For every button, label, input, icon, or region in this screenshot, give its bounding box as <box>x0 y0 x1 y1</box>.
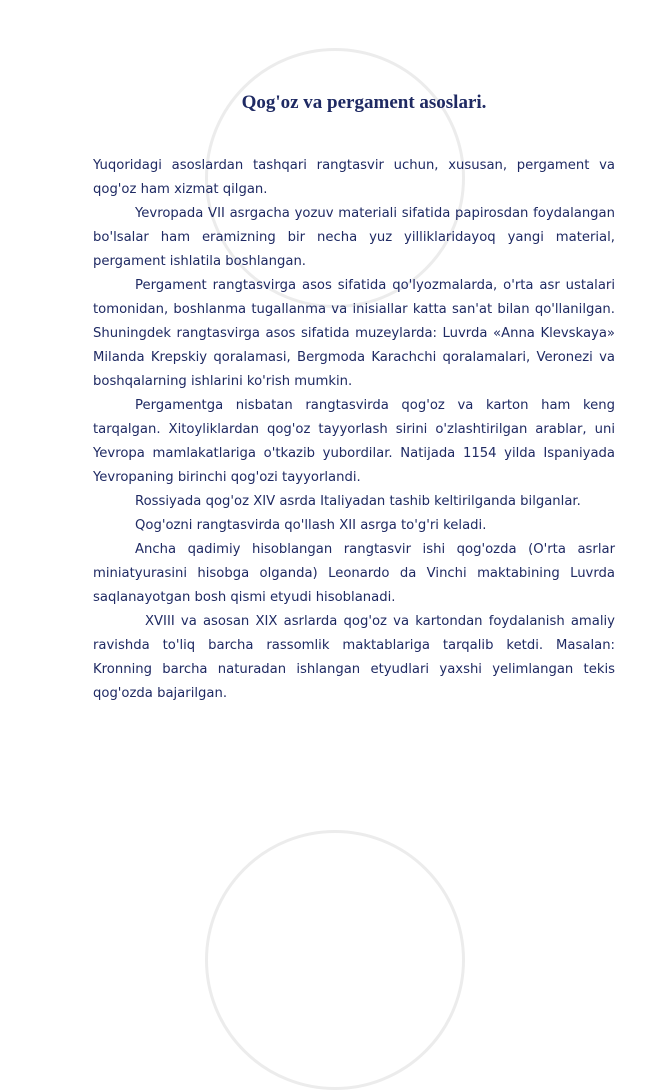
paragraph-6: Qog'ozni rangtasvirda qo'llash XII asrga to'g'ri keladi. <box>135 518 487 533</box>
paragraph-4: Pergamentga nisbatan rangtasvirda qog'oz va karton ham keng tarqalgan. Xitoyliklardan qog'oz tayyorlash sirini o'zlashtirilgan arablar, uni Yevropa mamlakatlariga o'tkazib yubordilar. Natijada 1154 yilda Ispaniyada Yevropaning birinchi qog'ozi tayyorlandi. <box>93 398 615 485</box>
paragraph-8: XVIII va asosan XIX asrlarda qog'oz va kartondan foydalanish amaliy ravishda to'liq barcha rassomlik maktablariga tarqalib ketdi. Masalan: Kronning barcha naturadan ishlangan etyudlari yaxshi yelimlangan tekis qog'ozda bajarilgan. <box>93 614 615 701</box>
paragraph-1: Yuqoridagi asoslardan tashqari rangtasvir uchun, xususan, pergament va qog'oz ham xizmat qilgan. <box>93 158 615 197</box>
document-page <box>93 90 615 706</box>
paragraph-5: Rossiyada qog'oz XIV asrda Italiyadan tashib keltirilganda bilganlar. <box>135 494 581 509</box>
paragraph-7: Ancha qadimiy hisoblangan rangtasvir ishi qog'ozda (O'rta asrlar miniatyurasini hisobga olganda) Leonardo da Vinchi maktabining Luvrda saqlanayotgan bosh qismi etyudi hisoblanadi. <box>93 542 615 605</box>
paragraph-2: Yevropada VII asrgacha yozuv materiali sifatida papirosdan foydalangan bo'lsalar ham eramizning bir necha yuz yilliklaridayoq yangi material, pergament ishlatila boshlangan. <box>93 206 615 269</box>
paragraph-3: Pergament rangtasvirga asos sifatida qo'lyozmalarda, o'rta asr ustalari tomonidan, boshlanma tugallanma va inisiallar katta san'at bilan qo'llanilgan. Shuningdek rangtasvirga asos sifatida muzeylarda: Luvrda «Anna Klevskaya» Milanda Krepskiy qoralamasi, Bergmoda Karachchi qoralamalari, Veronezi va boshqalarning ishlarini ko'rish mumkin. <box>93 278 615 389</box>
watermark-circle-bottom <box>205 830 465 1090</box>
page-title: Qog'oz va pergament asoslari. <box>241 92 487 113</box>
